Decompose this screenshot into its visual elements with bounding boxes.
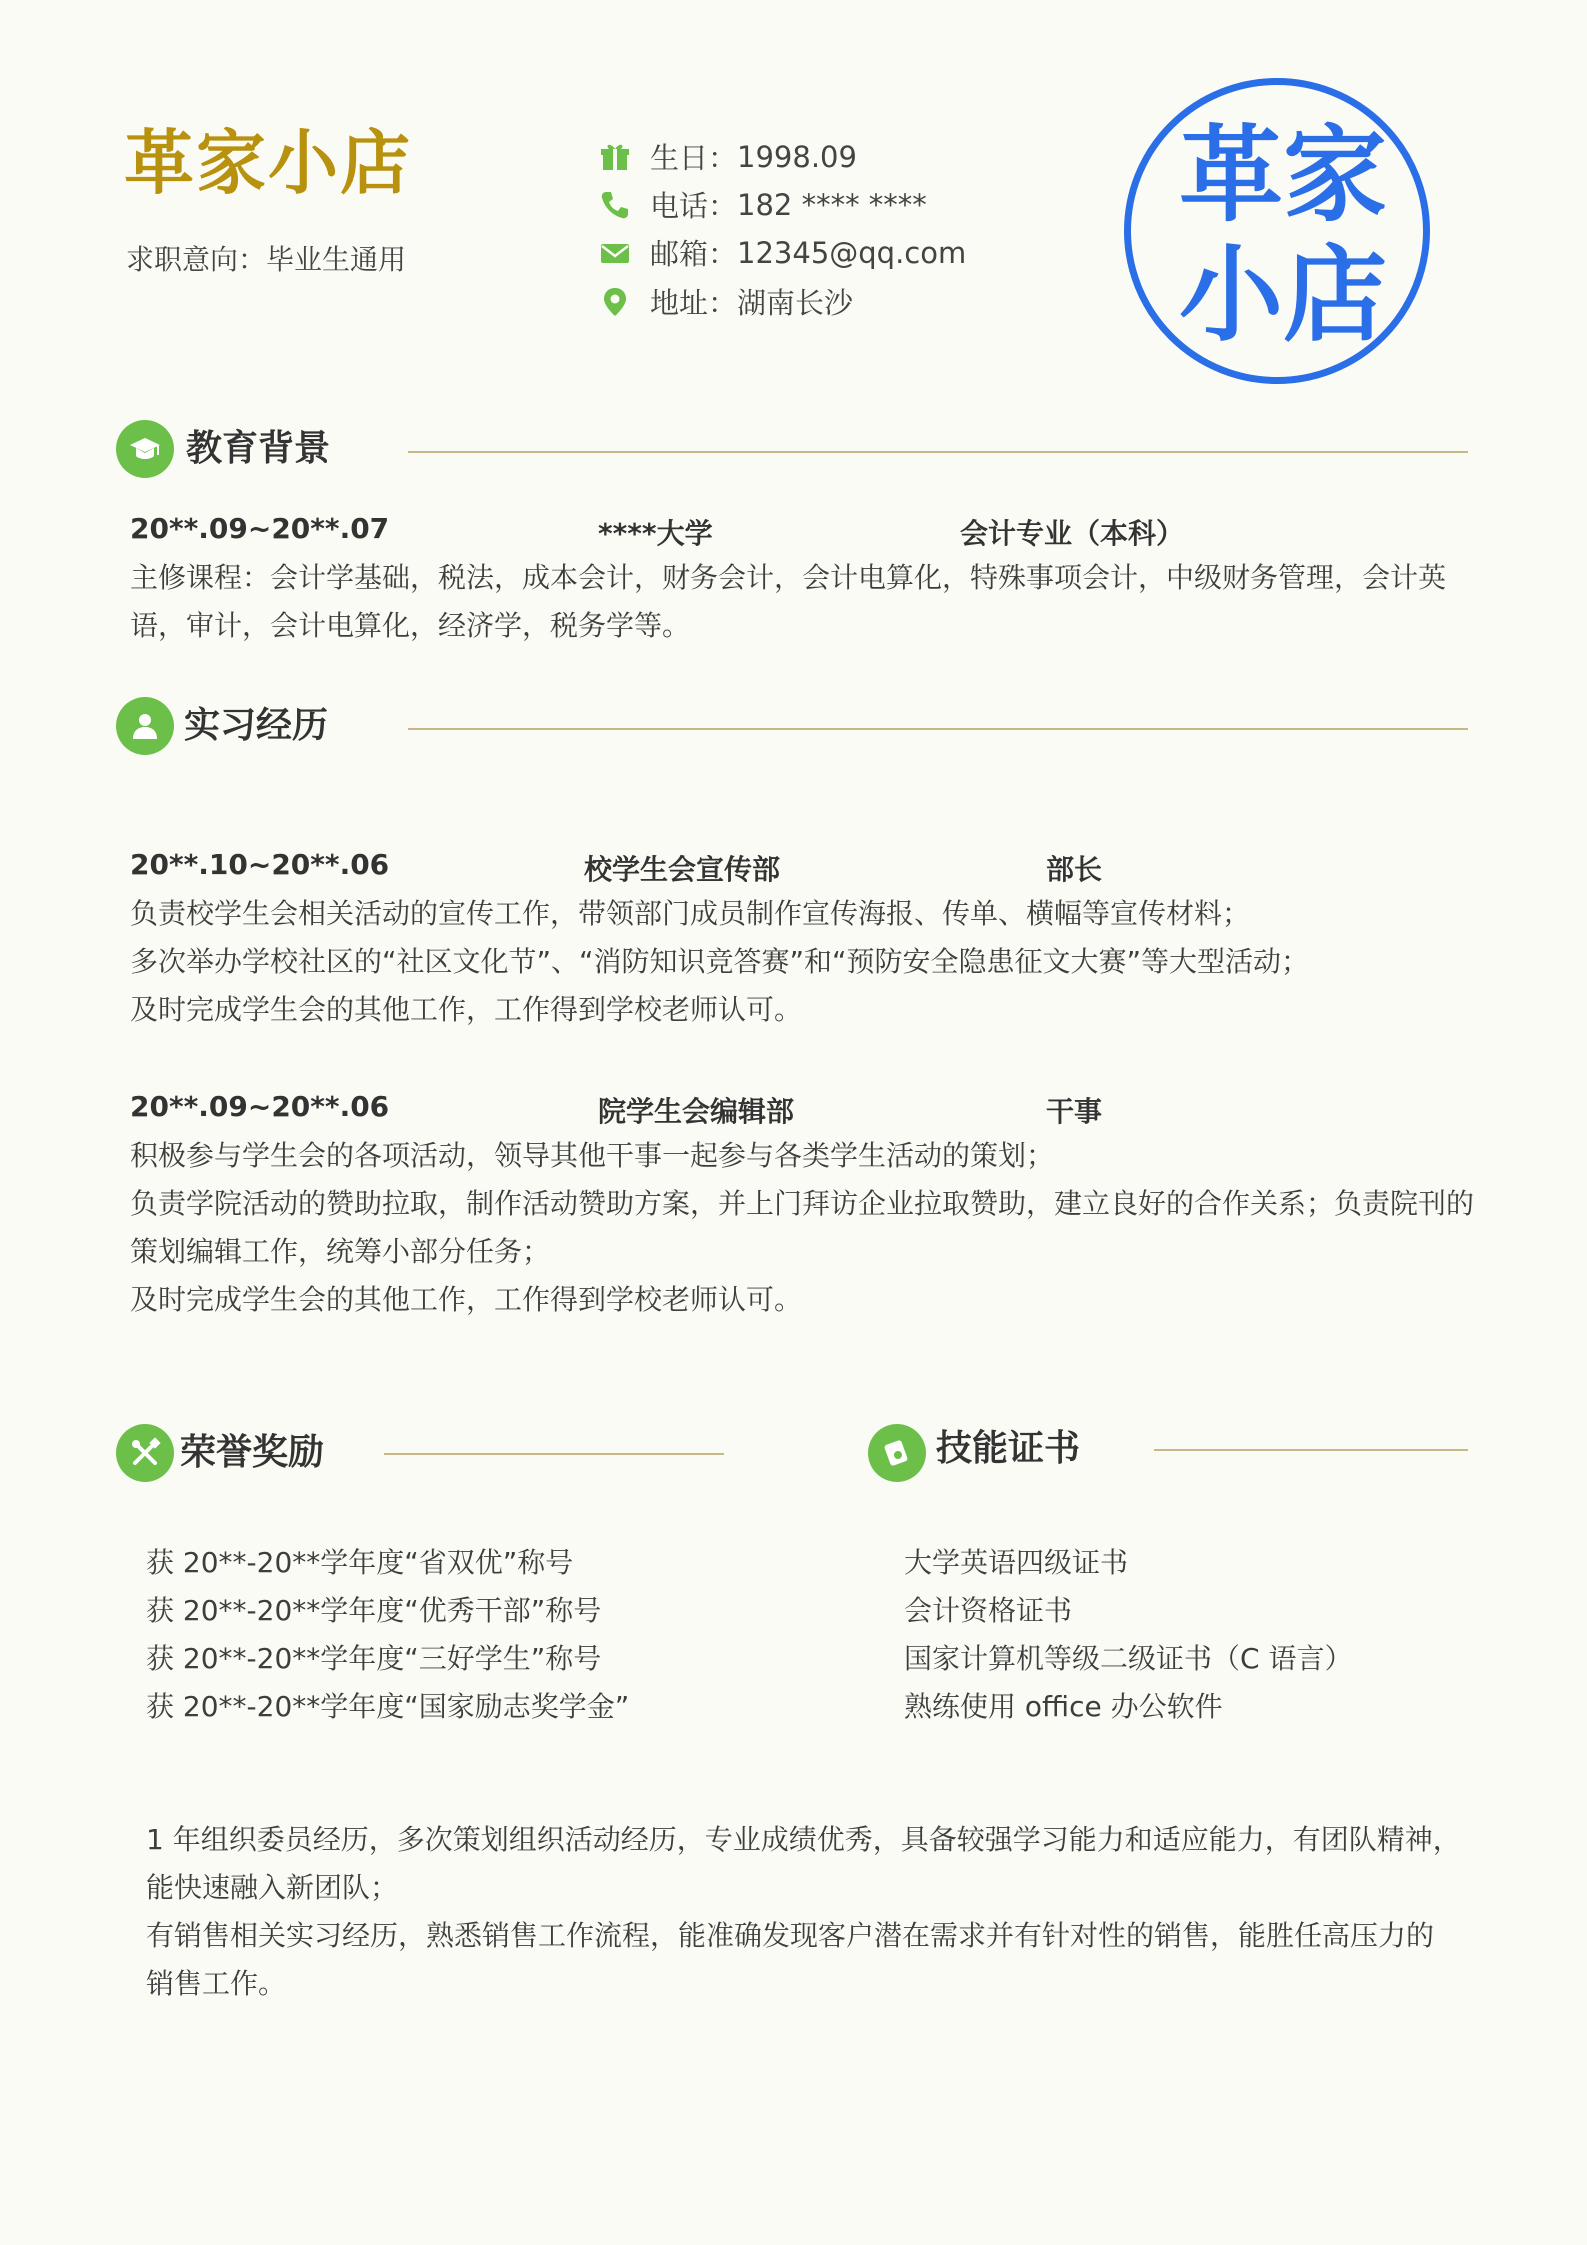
education-courses-line-2: 语，审计，会计电算化，经济学，税务学等。 [130, 609, 691, 642]
mail-icon [600, 238, 630, 268]
job-intent [126, 238, 406, 278]
internship-title: 实习经历 [184, 705, 329, 746]
internship-1-org: 校学生会宣传部 [584, 853, 781, 886]
honor-item-3: 获 20**-20**学年度“三好学生”称号 [146, 1642, 602, 1675]
skill-item-4: 熟练使用 office 办公软件 [904, 1690, 1223, 1723]
internship-2-line-1: 积极参与学生会的各项活动，领导其他干事一起参与各类学生活动的策划； [130, 1139, 1055, 1172]
skills-title: 技能证书 [936, 1428, 1081, 1469]
summary-line-1: 1 年组织委员经历，多次策划组织活动经历，专业成绩优秀，具备较强学习能力和适应能力，有团队精神， [146, 1823, 1461, 1856]
contact-email [600, 232, 966, 273]
summary-line-2: 能快速融入新团队； [146, 1871, 399, 1904]
tools-icon [116, 1424, 174, 1482]
honors-divider [384, 1453, 724, 1455]
stamp-line-2: 小店 [1178, 233, 1387, 356]
honors-title: 荣誉奖励 [180, 1432, 325, 1473]
job-intent-value: 毕业生通用 [266, 243, 407, 276]
internship-2-line-4: 及时完成学生会的其他工作，工作得到学校老师认可。 [130, 1283, 803, 1316]
education-title: 教育背景 [186, 428, 331, 469]
honor-item-1: 获 20**-20**学年度“省双优”称号 [146, 1546, 574, 1579]
internship-1-line-2: 多次举办学校社区的“社区文化节”、“消防知识竞答赛”和“预防安全隐患征文大赛”等大型活动； [130, 945, 1310, 978]
internship-2-line-3: 策划编辑工作，统筹小部分任务； [130, 1235, 551, 1268]
internship-2-role: 干事 [1046, 1095, 1103, 1128]
phone-label: 电话： [650, 189, 738, 223]
education-major: 会计专业（本科） [960, 517, 1185, 550]
summary-line-4: 销售工作。 [146, 1967, 287, 2000]
internship-1-line-1: 负责校学生会相关活动的宣传工作，带领部门成员制作宣传海报、传单、横幅等宣传材料； [130, 897, 1251, 930]
job-intent-label: 求职意向： [126, 243, 267, 276]
address-label: 地址： [650, 286, 738, 320]
honor-item-4: 获 20**-20**学年度“国家励志奖学金” [146, 1690, 630, 1723]
email-value: 12345@qq.com [737, 235, 967, 270]
education-courses-line-1: 主修课程：会计学基础，税法，成本会计，财务会计，会计电算化，特殊事项会计，中级财务管理，会计英 [130, 561, 1447, 594]
phone-value: 182 **** **** [737, 187, 927, 222]
internship-divider [408, 728, 1468, 730]
skill-item-2: 会计资格证书 [904, 1594, 1073, 1627]
skill-item-1: 大学英语四级证书 [904, 1546, 1129, 1579]
internship-1-role: 部长 [1046, 853, 1103, 886]
applicant-name: 革家小店 [124, 122, 412, 204]
phone-icon [600, 190, 630, 220]
education-period: 20**.09~20**.07 [130, 512, 390, 545]
skill-item-3: 国家计算机等级二级证书（C 语言） [904, 1642, 1353, 1675]
skills-divider [1154, 1449, 1468, 1451]
birthday-value: 1998.09 [737, 139, 857, 174]
contact-address [600, 281, 853, 322]
stamp-line-1: 革家 [1178, 113, 1387, 236]
address-value: 湖南长沙 [737, 286, 854, 320]
internship-1-line-3: 及时完成学生会的其他工作，工作得到学校老师认可。 [130, 993, 803, 1026]
internship-1-period: 20**.10~20**.06 [130, 848, 390, 881]
honor-item-2: 获 20**-20**学年度“优秀干部”称号 [146, 1594, 602, 1627]
graduation-cap-icon [116, 420, 174, 478]
education-divider [408, 451, 1468, 453]
internship-2-period: 20**.09~20**.06 [130, 1090, 390, 1123]
internship-2-line-2: 负责学院活动的赞助拉取，制作活动赞助方案，并上门拜访企业拉取赞助，建立良好的合作关系；负责院刊的 [130, 1187, 1475, 1220]
summary-line-3: 有销售相关实习经历，熟悉销售工作流程，能准确发现客户潜在需求并有针对性的销售，能胜任高压力的 [146, 1919, 1435, 1952]
birthday-label: 生日： [650, 141, 738, 175]
location-icon [600, 287, 630, 317]
internship-2-org: 院学生会编辑部 [598, 1095, 795, 1128]
brand-stamp [1124, 78, 1430, 384]
email-label: 邮箱： [650, 237, 738, 271]
gift-icon [600, 142, 630, 172]
education-school: ****大学 [598, 517, 713, 550]
person-icon [116, 697, 174, 755]
certificate-icon [868, 1424, 926, 1482]
contact-birthday [600, 136, 857, 177]
contact-phone [600, 184, 927, 225]
